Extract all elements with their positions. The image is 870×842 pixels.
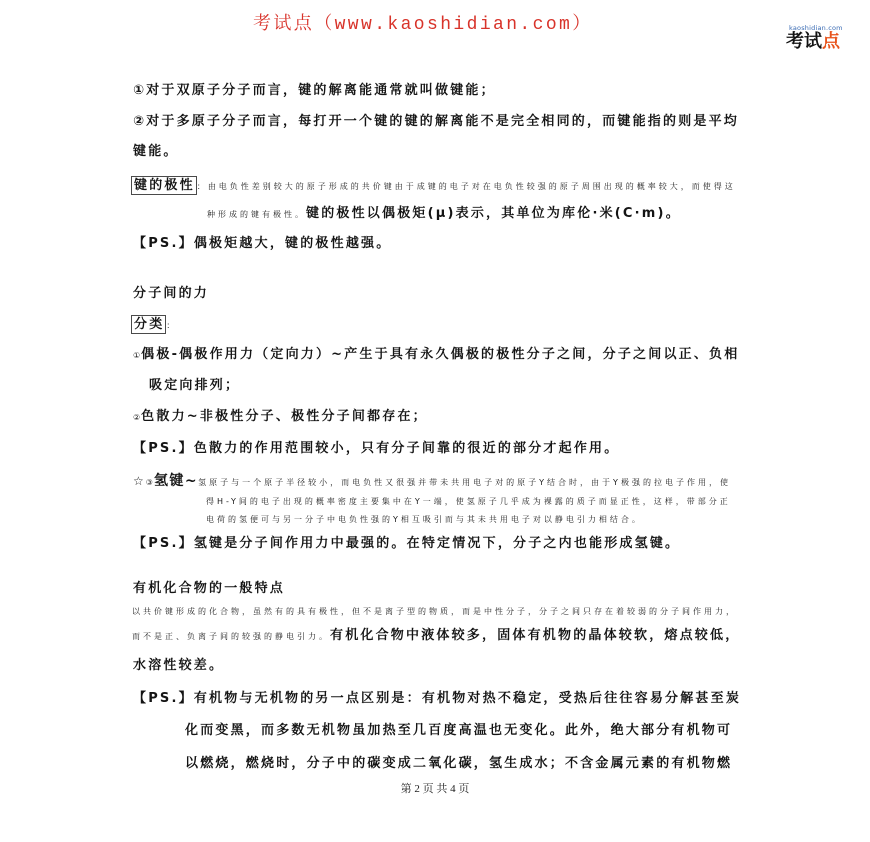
line-text: 偶极-偶极作用力（定向力）~产生于具有永久偶极的极性分子之间，分子之间以正、负相 xyxy=(141,347,740,362)
list-marker: ③ xyxy=(145,478,154,487)
star-icon: ☆ xyxy=(133,474,146,488)
boxed-term-bond-polarity: 键的极性 xyxy=(131,176,197,195)
logo-domain: kaoshidian.com xyxy=(789,24,843,32)
para-polyatomic-bond-energy-cont: 键能。 xyxy=(133,144,179,159)
line-text: 色散力~非极性分子、极性分子间都存在； xyxy=(141,409,428,424)
para-organic-compounds-2 xyxy=(132,628,740,645)
ps-dispersion-force-note: 【PS.】色散力的作用范围较小，只有分子间靠的很近的部分才起作用。 xyxy=(133,441,620,456)
logo-name-main: 考试 xyxy=(786,31,822,52)
logo-name-accent: 点 xyxy=(822,31,840,52)
item-dipole-dipole-force xyxy=(133,347,739,364)
para-organic-compounds-3: 水溶性较差。 xyxy=(133,658,225,673)
bond-polarity-definition xyxy=(133,178,736,195)
small-text: 氢原子与一个原子半径较小，而电负性又很强并带未共用电子对的原子Y结合时，由于Y极强的拉电子作用，使 xyxy=(198,478,731,487)
bond-polarity-dipole-moment xyxy=(207,206,681,223)
section-heading-organic-compounds: 有机化合物的一般特点 xyxy=(133,581,286,596)
small-text: 由电负性差别较大的原子形成的共价键由于成键的电子对在电负性较强的原子周围出现的概率较大，而使得这 xyxy=(207,182,736,191)
ps-organic-vs-inorganic-cont-2: 以燃烧，燃烧时，分子中的碳变成二氧化碳，氢生成水；不含金属元素的有机物燃 xyxy=(185,756,733,771)
para-diatomic-bond-energy: ①对于双原子分子而言，键的解离能通常就叫做键能； xyxy=(133,83,496,98)
para-polyatomic-bond-energy: ②对于多原子分子而言，每打开一个键的键的解离能不是完全相同的，而键能指的则是平均 xyxy=(133,114,740,129)
classification-label-line xyxy=(133,317,177,334)
item-hydrogen-bond-cont-2: 电荷的氢便可与另一分子中电负性强的Y相互吸引而与其未共用电子对以静电引力相结合。 xyxy=(206,515,643,524)
list-marker: ① xyxy=(133,351,142,360)
list-marker: ② xyxy=(133,413,142,422)
header-title: 考试点（www.kaoshidian.com） xyxy=(253,15,593,35)
logo-name xyxy=(786,32,846,52)
site-logo xyxy=(786,24,846,52)
small-text: 种形成的键有极性。 xyxy=(207,210,306,219)
section-heading-intermolecular-forces: 分子间的力 xyxy=(133,286,210,301)
page-number-footer: 第 2 页 共 4 页 xyxy=(400,783,470,795)
line-text: 键的极性以偶极矩(μ)表示，其单位为库伦·米(C·m)。 xyxy=(306,206,681,221)
item-dipole-dipole-force-cont: 吸定向排列； xyxy=(149,378,241,393)
small-text: 而不是正、负离子间的较强的静电引力。 xyxy=(132,632,330,641)
ps-dipole-moment-note: 【PS.】偶极矩越大，键的极性越强。 xyxy=(133,236,392,251)
colon: ： xyxy=(196,182,208,191)
item-hydrogen-bond xyxy=(133,473,731,491)
line-text: 有机化合物中液体较多，固体有机物的晶体较软，熔点较低， xyxy=(330,628,741,643)
term-hydrogen-bond: 氢键~ xyxy=(153,473,199,489)
colon: ： xyxy=(166,321,178,330)
para-organic-compounds-1: 以共价键形成的化合物，虽然有的具有极性，但不是离子型的物质，而是中性分子，分子之间只存在着较弱的分子间作用力， xyxy=(132,607,737,616)
boxed-term-classification: 分类 xyxy=(131,315,166,334)
ps-hydrogen-bond-note: 【PS.】氢键是分子间作用力中最强的。在特定情况下，分子之内也能形成氢键。 xyxy=(133,536,681,551)
item-hydrogen-bond-cont-1: 得H-Y间的电子出现的概率密度主要集中在Y一端，使氢原子几乎成为裸露的质子而显正性，这样，带部分正 xyxy=(206,497,731,506)
ps-organic-vs-inorganic-cont-1: 化而变黑，而多数无机物虽加热至几百度高温也无变化。此外，绝大部分有机物可 xyxy=(185,723,733,738)
ps-organic-vs-inorganic: 【PS.】有机物与无机物的另一点区别是：有机物对热不稳定，受热后往往容易分解甚至炭 xyxy=(133,691,742,706)
item-dispersion-force xyxy=(133,409,428,426)
